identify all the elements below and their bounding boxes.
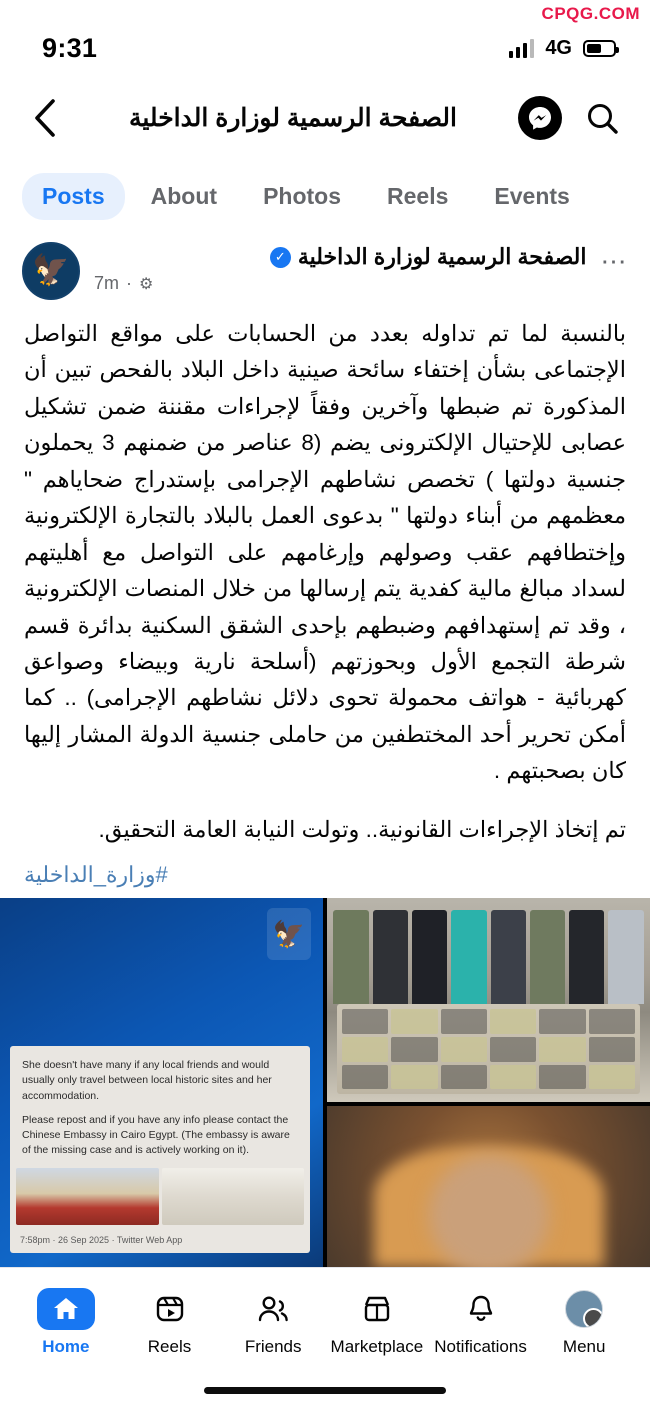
nav-item-notifications[interactable] — [429, 1288, 533, 1357]
nav-label-reels: Reels — [147, 1337, 192, 1356]
nav-label-menu: Menu — [562, 1337, 606, 1356]
seized-items-table — [337, 1004, 641, 1094]
menu-avatar-icon — [555, 1288, 613, 1330]
home-indicator-area — [0, 1373, 650, 1407]
home-indicator[interactable] — [204, 1387, 446, 1394]
leaflet-text — [10, 1046, 310, 1168]
watermark-text: CPQG.COM — [541, 4, 640, 23]
leaflet-card — [10, 1046, 310, 1253]
page-title: الصفحة الرسمية لوزارة الداخلية — [128, 104, 457, 132]
marketplace-icon — [348, 1288, 406, 1330]
tab-events[interactable]: Events — [494, 182, 570, 209]
avatar[interactable] — [22, 242, 80, 300]
nav-item-marketplace[interactable] — [325, 1288, 429, 1357]
messenger-icon[interactable] — [518, 96, 562, 140]
nav-item-reels[interactable] — [118, 1288, 222, 1357]
page-name-row — [94, 244, 587, 270]
suspects-row — [333, 910, 643, 1004]
reels-icon — [141, 1288, 199, 1330]
post-paragraph-1: بالنسبة لما تم تداوله بعدد من الحسابات على مواقع التواصل الإجتماعى بشأن إختفاء سائحة صينية داخل البلاد بالفحص تبين أن المذكورة تم ضبطها وآخرين وفقاً لإجراءات مقننة ضمن تشكيل عصابى للإحتيال الإلكترونى يضم (8 عناصر من ضمنهم 3 يحملون جنسية دولتها ) تخصص نشاطهم الإجرامى بإستدراج ضحاياهم " معظمهم من أبناء دولتها " بدعوى العمل بالبلاد بالتجارة الإلكترونية وإختطافهم عقب وصولهم وإرغامهم على التواصل مع أهليتهم لسداد مبالغ مالية كفدية يتم إرسالها من خلال المنصات الإلكترونية ، وقد تم إستهدافهم وضبطهم بإحدى الشقق السكنية بدائرة قسم شرطة التجمع الأول وبحوزتهم (أسلحة نارية وبيضاء وصواعق كهربائية - هواتف محمولة تحوى دلائل نشاطهم الإجرامى) .. كما أمكن تحرير أحد المختطفين من حاملى جنسية الدولة المشار إليها كان بصحبتهم . — [24, 321, 626, 784]
post-page-name[interactable]: الصفحة الرسمية لوزارة الداخلية — [297, 244, 587, 269]
post-timestamp: 7m — [94, 273, 120, 293]
tab-photos[interactable]: Photos — [263, 182, 342, 209]
post-hashtag[interactable]: #وزارة_الداخلية — [24, 862, 168, 888]
post-header — [0, 234, 650, 300]
nav-label-notifications: Notifications — [434, 1337, 527, 1356]
nav-item-friends[interactable] — [221, 1288, 325, 1357]
status-time: 9:31 — [42, 32, 98, 63]
media-flyer-collage[interactable] — [0, 898, 323, 1267]
status-indicators — [509, 37, 616, 60]
nav-label-marketplace: Marketplace — [330, 1337, 424, 1356]
post-paragraph-2: تم إتخاذ الإجراءات القانونية.. وتولت النيابة العامة التحقيق. — [98, 816, 626, 842]
post-body — [0, 300, 650, 848]
leaflet-text-2: Please repost and if you have any info please contact the Chinese Embassy in Cairo Egypt. (The embassy is aware of the missing case and is actively working on it). — [22, 1113, 290, 1157]
media-suspects-image[interactable] — [327, 898, 650, 1102]
post-media-grid — [0, 898, 650, 1267]
post-timestamp-row — [94, 273, 587, 294]
leaflet-footer: 7:58pm · 26 Sep 2025 · Twitter Web App — [20, 1235, 183, 1245]
gear-icon: ⚙ — [139, 275, 154, 293]
leaflet-photos — [10, 1168, 310, 1231]
nav-item-menu[interactable] — [532, 1288, 636, 1357]
media-right-column — [327, 898, 650, 1267]
leaflet-text-1: She doesn't have many if any local friends and would usually only travel between local historic sites and her accommodation. — [22, 1059, 272, 1102]
search-icon[interactable] — [580, 96, 624, 140]
ministry-crest-icon: 🦅 — [267, 908, 311, 960]
nav-label-friends: Friends — [244, 1337, 302, 1356]
post-container — [0, 234, 650, 1267]
media-blurred-person-image[interactable] — [327, 1106, 650, 1267]
post-meta — [94, 242, 587, 294]
home-icon — [37, 1288, 95, 1330]
leaflet-photo-sphinx — [16, 1168, 159, 1225]
menu-avatar — [565, 1290, 603, 1328]
blurred-face — [429, 1155, 549, 1267]
page-avatar-eagle-crest: 🦅 — [32, 254, 70, 287]
verified-badge-icon: ✓ — [270, 247, 291, 268]
profile-tabs — [0, 158, 650, 234]
bell-icon — [452, 1288, 510, 1330]
friends-icon — [244, 1288, 302, 1330]
signal-bars-icon — [509, 38, 535, 58]
bottom-navigation — [0, 1267, 650, 1373]
app-header — [0, 78, 650, 158]
tab-about[interactable]: About — [150, 182, 218, 209]
leaflet-photo-documents — [162, 1168, 305, 1225]
battery-icon — [583, 40, 616, 57]
separator-dot: · — [126, 273, 133, 293]
tab-reels[interactable]: Reels — [387, 182, 449, 209]
nav-label-home: Home — [42, 1337, 90, 1356]
network-type-label: 4G — [545, 36, 572, 59]
header-actions — [518, 96, 624, 140]
nav-item-home[interactable] — [14, 1288, 118, 1357]
back-button[interactable] — [22, 95, 68, 141]
tab-posts[interactable]: Posts — [22, 173, 125, 220]
more-options-icon[interactable]: ⋯ — [600, 246, 628, 276]
